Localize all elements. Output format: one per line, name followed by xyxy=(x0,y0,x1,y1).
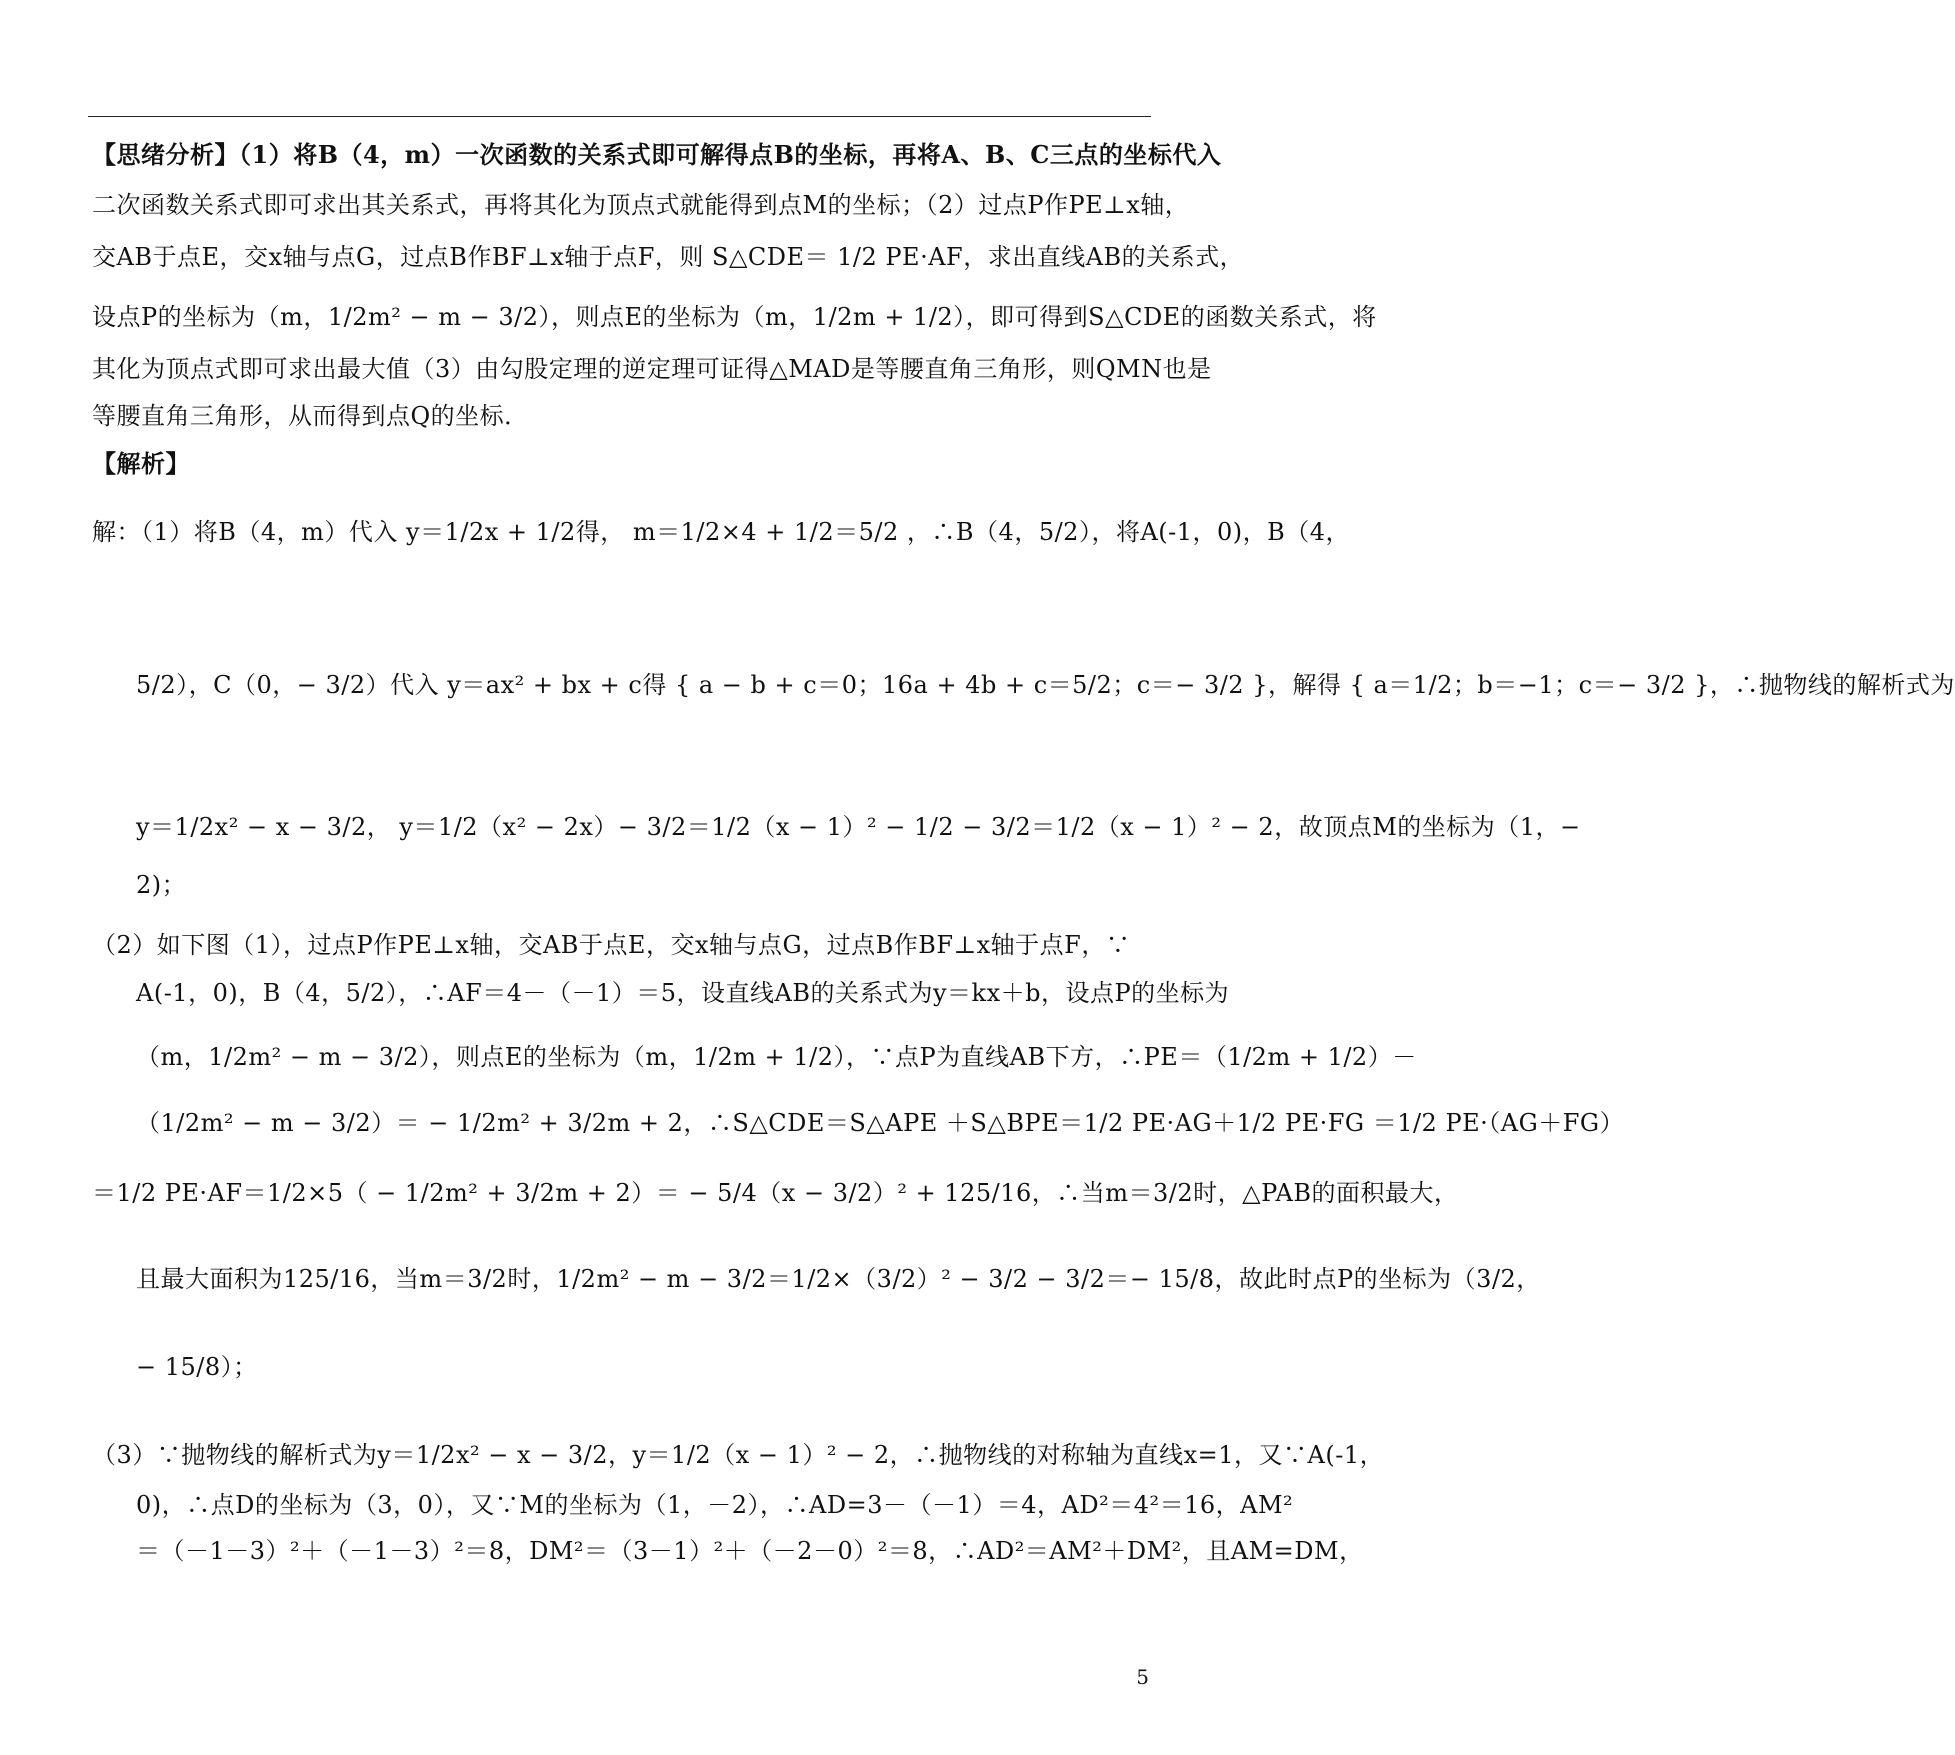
analysis-line-3: 交AB于点E，交x轴与点G，过点B作BF⊥x轴于点F，则 S△CDE＝ 1/2 PE·AF，求出直线AB的关系式， xyxy=(92,243,1245,271)
part2-line-3: （m，1/2m² − m − 3/2），则点E的坐标为（m，1/2m + 1/2），∵点P为直线AB下方，∴PE＝（1/2m + 1/2）－ xyxy=(136,1043,1417,1071)
header-rule xyxy=(88,116,1151,117)
part2-line-7: − 15/8）； xyxy=(136,1353,258,1381)
solution-line-4: 2)； xyxy=(136,871,187,899)
solution-line-3: y＝1/2x² − x − 3/2， y＝1/2（x² − 2x）− 3/2＝1/2（x − 1）² − 1/2 − 3/2＝1/2（x − 1）² − 2，故顶点M的坐标为（1，− xyxy=(136,813,1581,841)
solution-line-2: 5/2），C（0，− 3/2）代入 y＝ax² + bx + c得 { a − b + c＝0；16a + 4b + c＝5/2；c＝− 3/2 }，解得 { a＝1/2；b＝−1；c＝− 3/2 }，∴抛物线的解析式为 xyxy=(136,671,1955,699)
analysis-line-1: 【思绪分析】（1）将B（4，m）一次函数的关系式即可解得点B的坐标，再将A、B、C三点的坐标代入 xyxy=(92,140,1222,169)
part2-line-2: A(-1，0)，B（4，5/2），∴AF＝4－（－1）＝5，设直线AB的关系式为y＝kx＋b，设点P的坐标为 xyxy=(136,979,1230,1007)
part2-line-6: 且最大面积为125/16，当m＝3/2时，1/2m² − m − 3/2＝1/2×（3/2）² − 3/2 − 3/2＝− 15/8，故此时点P的坐标为（3/2， xyxy=(136,1265,1541,1293)
part3-line-1: （3）∵抛物线的解析式为y＝1/2x² − x − 3/2，y＝1/2（x − 1）² − 2，∴抛物线的对称轴为直线x=1，又∵A(-1， xyxy=(92,1441,1385,1469)
solution-line-1: 解：（1）将B（4，m）代入 y＝1/2x + 1/2得， m＝1/2×4 + 1/2＝5/2 ，∴B（4，5/2），将A(-1，0)，B（4， xyxy=(92,518,1351,546)
solution-heading: 【解析】 xyxy=(92,449,190,478)
part2-line-1: （2）如下图（1），过点P作PE⊥x轴，交AB于点E，交x轴与点G，过点B作BF⊥x轴于点F，∵ xyxy=(92,931,1131,959)
analysis-line-4: 设点P的坐标为（m，1/2m² − m − 3/2），则点E的坐标为（m，1/2m + 1/2），即可得到S△CDE的函数关系式，将 xyxy=(92,303,1377,331)
part2-line-5: ＝1/2 PE·AF＝1/2×5（ − 1/2m² + 3/2m + 2）＝ − 5/4（x − 3/2）² + 125/16，∴当m＝3/2时，△PAB的面积最大， xyxy=(92,1179,1459,1207)
part3-line-3: ＝（－1－3）²＋（－1－3）²＝8，DM²＝（3－1）²＋（－2－0）²＝8，∴AD²＝AM²＋DM²，且AM=DM， xyxy=(136,1537,1364,1565)
analysis-line-6: 等腰直角三角形，从而得到点Q的坐标． xyxy=(92,402,529,430)
analysis-line-2: 二次函数关系式即可求出其关系式，再将其化为顶点式就能得到点M的坐标；（2）过点P作PE⊥x轴， xyxy=(92,191,1190,219)
part3-line-2: 0)，∴点D的坐标为（3，0），又∵M的坐标为（1，－2），∴AD=3－（－1）＝4，AD²＝4²＝16，AM² xyxy=(136,1491,1294,1519)
part2-line-4: （1/2m² − m − 3/2）＝ − 1/2m² + 3/2m + 2，∴S△CDE＝S△APE ＋S△BPE＝1/2 PE·AG＋1/2 PE·FG ＝1/2 PE·（AG＋FG） xyxy=(136,1109,1625,1137)
analysis-line-5: 其化为顶点式即可求出最大值（3）由勾股定理的逆定理可证得△MAD是等腰直角三角形，则QMN也是 xyxy=(92,355,1212,383)
page-number: 5 xyxy=(1136,1665,1149,1689)
